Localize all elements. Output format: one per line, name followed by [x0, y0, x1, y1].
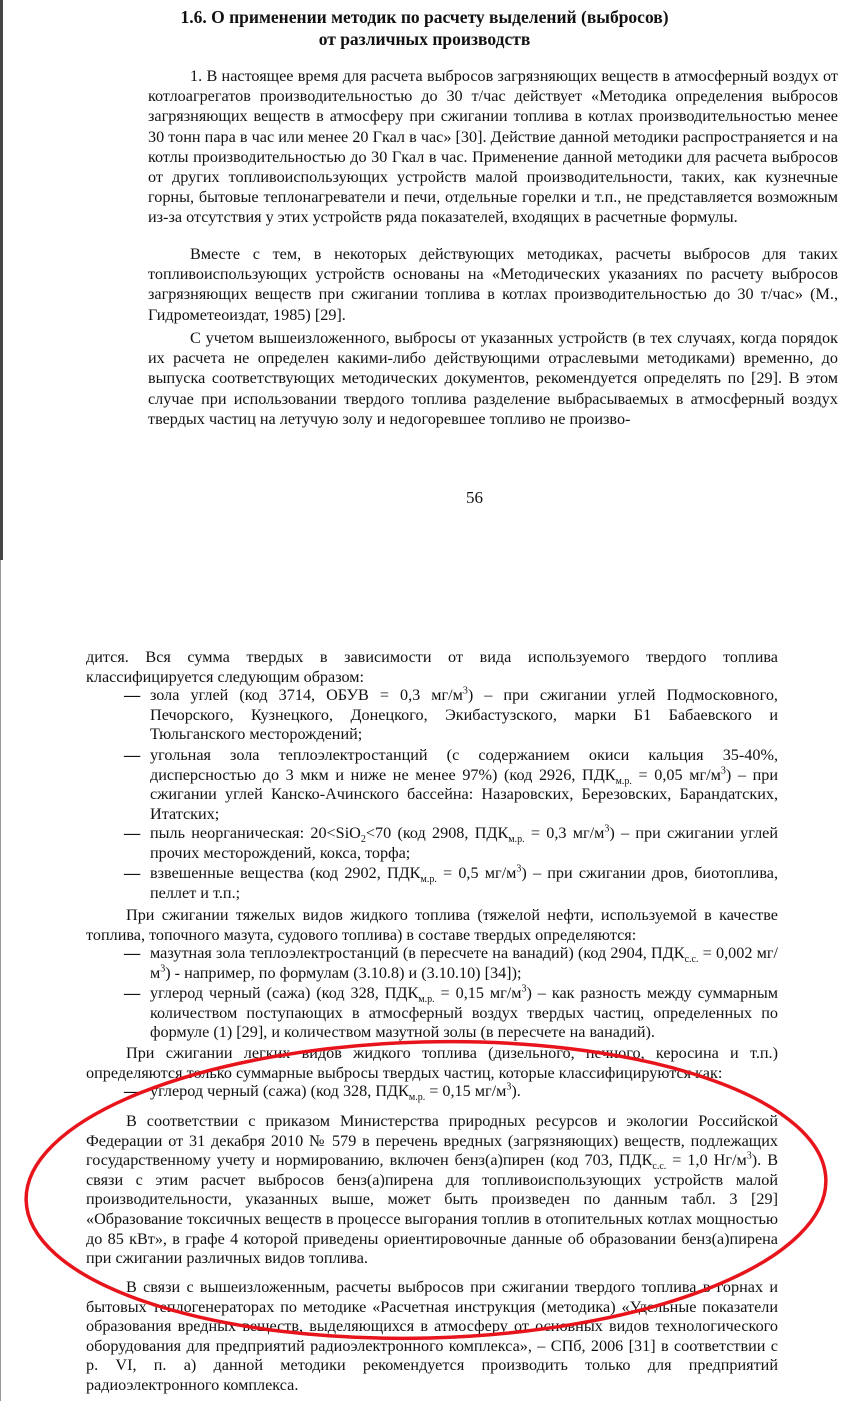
- continuation-paragraph: дится. Вся сумма твердых в зависимости от вида используемого твердого топлива классифицируется следующим образом:: [86, 648, 778, 686]
- list-item: [86, 746, 778, 826]
- list-dash: —: [124, 686, 141, 704]
- list-item-text: зола углей (код 3714, ОБУВ = 0,3 $мг/м^3$) – при сжигании углей Подмосковного, Печорского, Кузнецкого, Донецкого, Экибастузского, марки Б1 Бабаевского и Тюльганского месторождений;: [150, 685, 778, 744]
- list-dash: —: [124, 984, 141, 1002]
- list-item-text: взвешенные вещества (код 2902, $ПДК_{м.р.} = 0,5$ $мг/м^3$) – при сжигании дров, биотоплива, пеллет и т.п.;: [150, 863, 778, 902]
- list-item-text: угольная зола теплоэлектростанций (с содержанием окиси кальция 35-40%, дисперсностью до 3 мкм и ниже не менее 97%) (код 2926, $ПДК_{м.р.} = 0,05$ $мг/м^3$) – при сжигании углей Канско-Ачинского бассейна: Назаровских, Березовских, Барандатских, Итатских;: [150, 746, 778, 823]
- light-fuel-paragraph: При сжигании легких видов жидкого топлива (дизельного, печного, керосина и т.п.) определяются только суммарные выбросы твердых частиц, которые классифицируются как:: [86, 1044, 778, 1082]
- final-paragraph: В связи с вышеизложенным, расчеты выбросов при сжигании твердого топлива в горнах и бытовых теплогенераторах по методике «Расчетная инструкция (методика) «Удельные показатели образования вредных веществ, выделяющихся в атмосферу от основных видов технологического оборудования для предприятий радиоэлектронного комплекса», – СПб, 2006 [31] в соответствии с р. VI, п. а) данной методики рекомендуется производить только для предприятий радиоэлектронного комплекса.: [86, 1278, 778, 1394]
- list-item: [86, 824, 778, 864]
- list-item-text: мазутная зола теплоэлектростанций (в пересчете на ванадий) (код 2904, $ПДК_{с.с.} = 0,002$ $мг/м^3$) - например, по формулам (3.10.8) и (3.10.10) [34]);: [150, 944, 778, 982]
- list-item: [86, 1082, 778, 1104]
- list-item: [86, 686, 778, 746]
- list-item-text: углерод черный (сажа) (код 328, $ПДК_{м.р.} = 0,15$ $мг/м^3$) – как разность между суммарным количеством поступающих в атмосферный воздух твердых частиц, определенных по формуле (1) [29], и количеством мазутной золы (в пересчете на ванадий).: [150, 983, 778, 1042]
- list-dash: —: [124, 1082, 141, 1100]
- highlighted-paragraph: В соответствии с приказом Министерства природных ресурсов и экологии Российской Федерации от 31 декабря 2010 № 579 в перечень вредных (загрязняющих) веществ, подлежащих государственному учету и нормированию, включен бенз(а)пирен (код 703, $ПДК_{с.с.} = 1,0$ $Нг/м^3$). В связи с этим расчет выбросов бенз(а)пирена для топливоиспользующих устройств малой производительности, указанных выше, может быть произведен по данным табл. 3 [29] «Образование токсичных веществ в процессе выгорания топлив в отопительных котлах мощностью до 85 кВт», в графе 4 которой приведены ориентировочные данные об образовании бенз(а)пирена при сжигании различных видов топлива.: [86, 1112, 778, 1268]
- list-item-text: пыль неорганическая: 20<SiO$_2$<70 (код 2908, $ПДК_{м.р.} = 0,3$ $мг/м^3$) – при сжигании углей прочих месторождений, кокса, торфа;: [150, 823, 778, 862]
- section-title-line-1: 1.6. О применении методик по расчету выделений (выбросов): [180, 7, 669, 27]
- list-item: [86, 984, 778, 1044]
- list-dash: —: [124, 944, 141, 962]
- heavy-fuel-paragraph: При сжигании тяжелых видов жидкого топлива (тяжелой нефти, используемой в качестве топлива, топочного мазута, судового топлива) в составе твердых определяются:: [86, 906, 778, 944]
- paragraph-1: 1. В настоящее время для расчета выбросов загрязняющих веществ в атмосферный воздух от котлоагрегатов производительностью до 30 т/час действует «Методика определения выбросов загрязняющих веществ в атмосферу при сжигании топлива в котлах производительностью менее 30 тонн пара в час или менее 20 Гкал в час» [30]. Действие данной методики распространяется и на котлы производительностью до 30 Гкал в час. Применение данной методики для расчета выбросов от других топливоиспользующих устройств малой производительности, таких, как кузнечные горны, бытовые теплонагреватели и печи, отдельные горелки и т.п., не представляется возможным из-за отсутствия у этих устройств ряда показателей, входящих в расчетные формулы.: [148, 67, 838, 227]
- list-dash: —: [124, 746, 141, 764]
- list-dash: —: [124, 864, 141, 882]
- list-item-text: углерод черный (сажа) (код 328, $ПДК_{м.р.} = 0,15$ $мг/м^3$).: [150, 1081, 521, 1104]
- list-item: [86, 864, 778, 904]
- section-title-line-2: от различных производств: [318, 29, 531, 49]
- page-number: 56: [466, 488, 483, 507]
- list-dash: —: [124, 824, 141, 842]
- scan-left-edge: [0, 0, 3, 560]
- paragraph-3: С учетом вышеизложенного, выбросы от указанных устройств (в тех случаях, когда порядок их расчета не определен какими-либо действующими отраслевыми методиками) временно, до выпуска соответствующих методических документов, рекомендуется определять по [29]. В этом случае при использовании твердого топлива разделение выбрасываемых в атмосферный воздух твердых частиц на летучую золу и недогоревшее топливо не произво-: [148, 329, 838, 428]
- paragraph-2: Вместе с тем, в некоторых действующих методиках, расчеты выбросов для таких топливоиспользующих устройств основаны на «Методических указаниях по расчету выбросов загрязняющих веществ при сжигании топлива в котлах производительностью до 30 т/час» (М., Гидрометеоиздат, 1985) [29].: [148, 245, 838, 324]
- list-item: [86, 944, 778, 984]
- scan-left-edge-lower: [0, 560, 1, 1401]
